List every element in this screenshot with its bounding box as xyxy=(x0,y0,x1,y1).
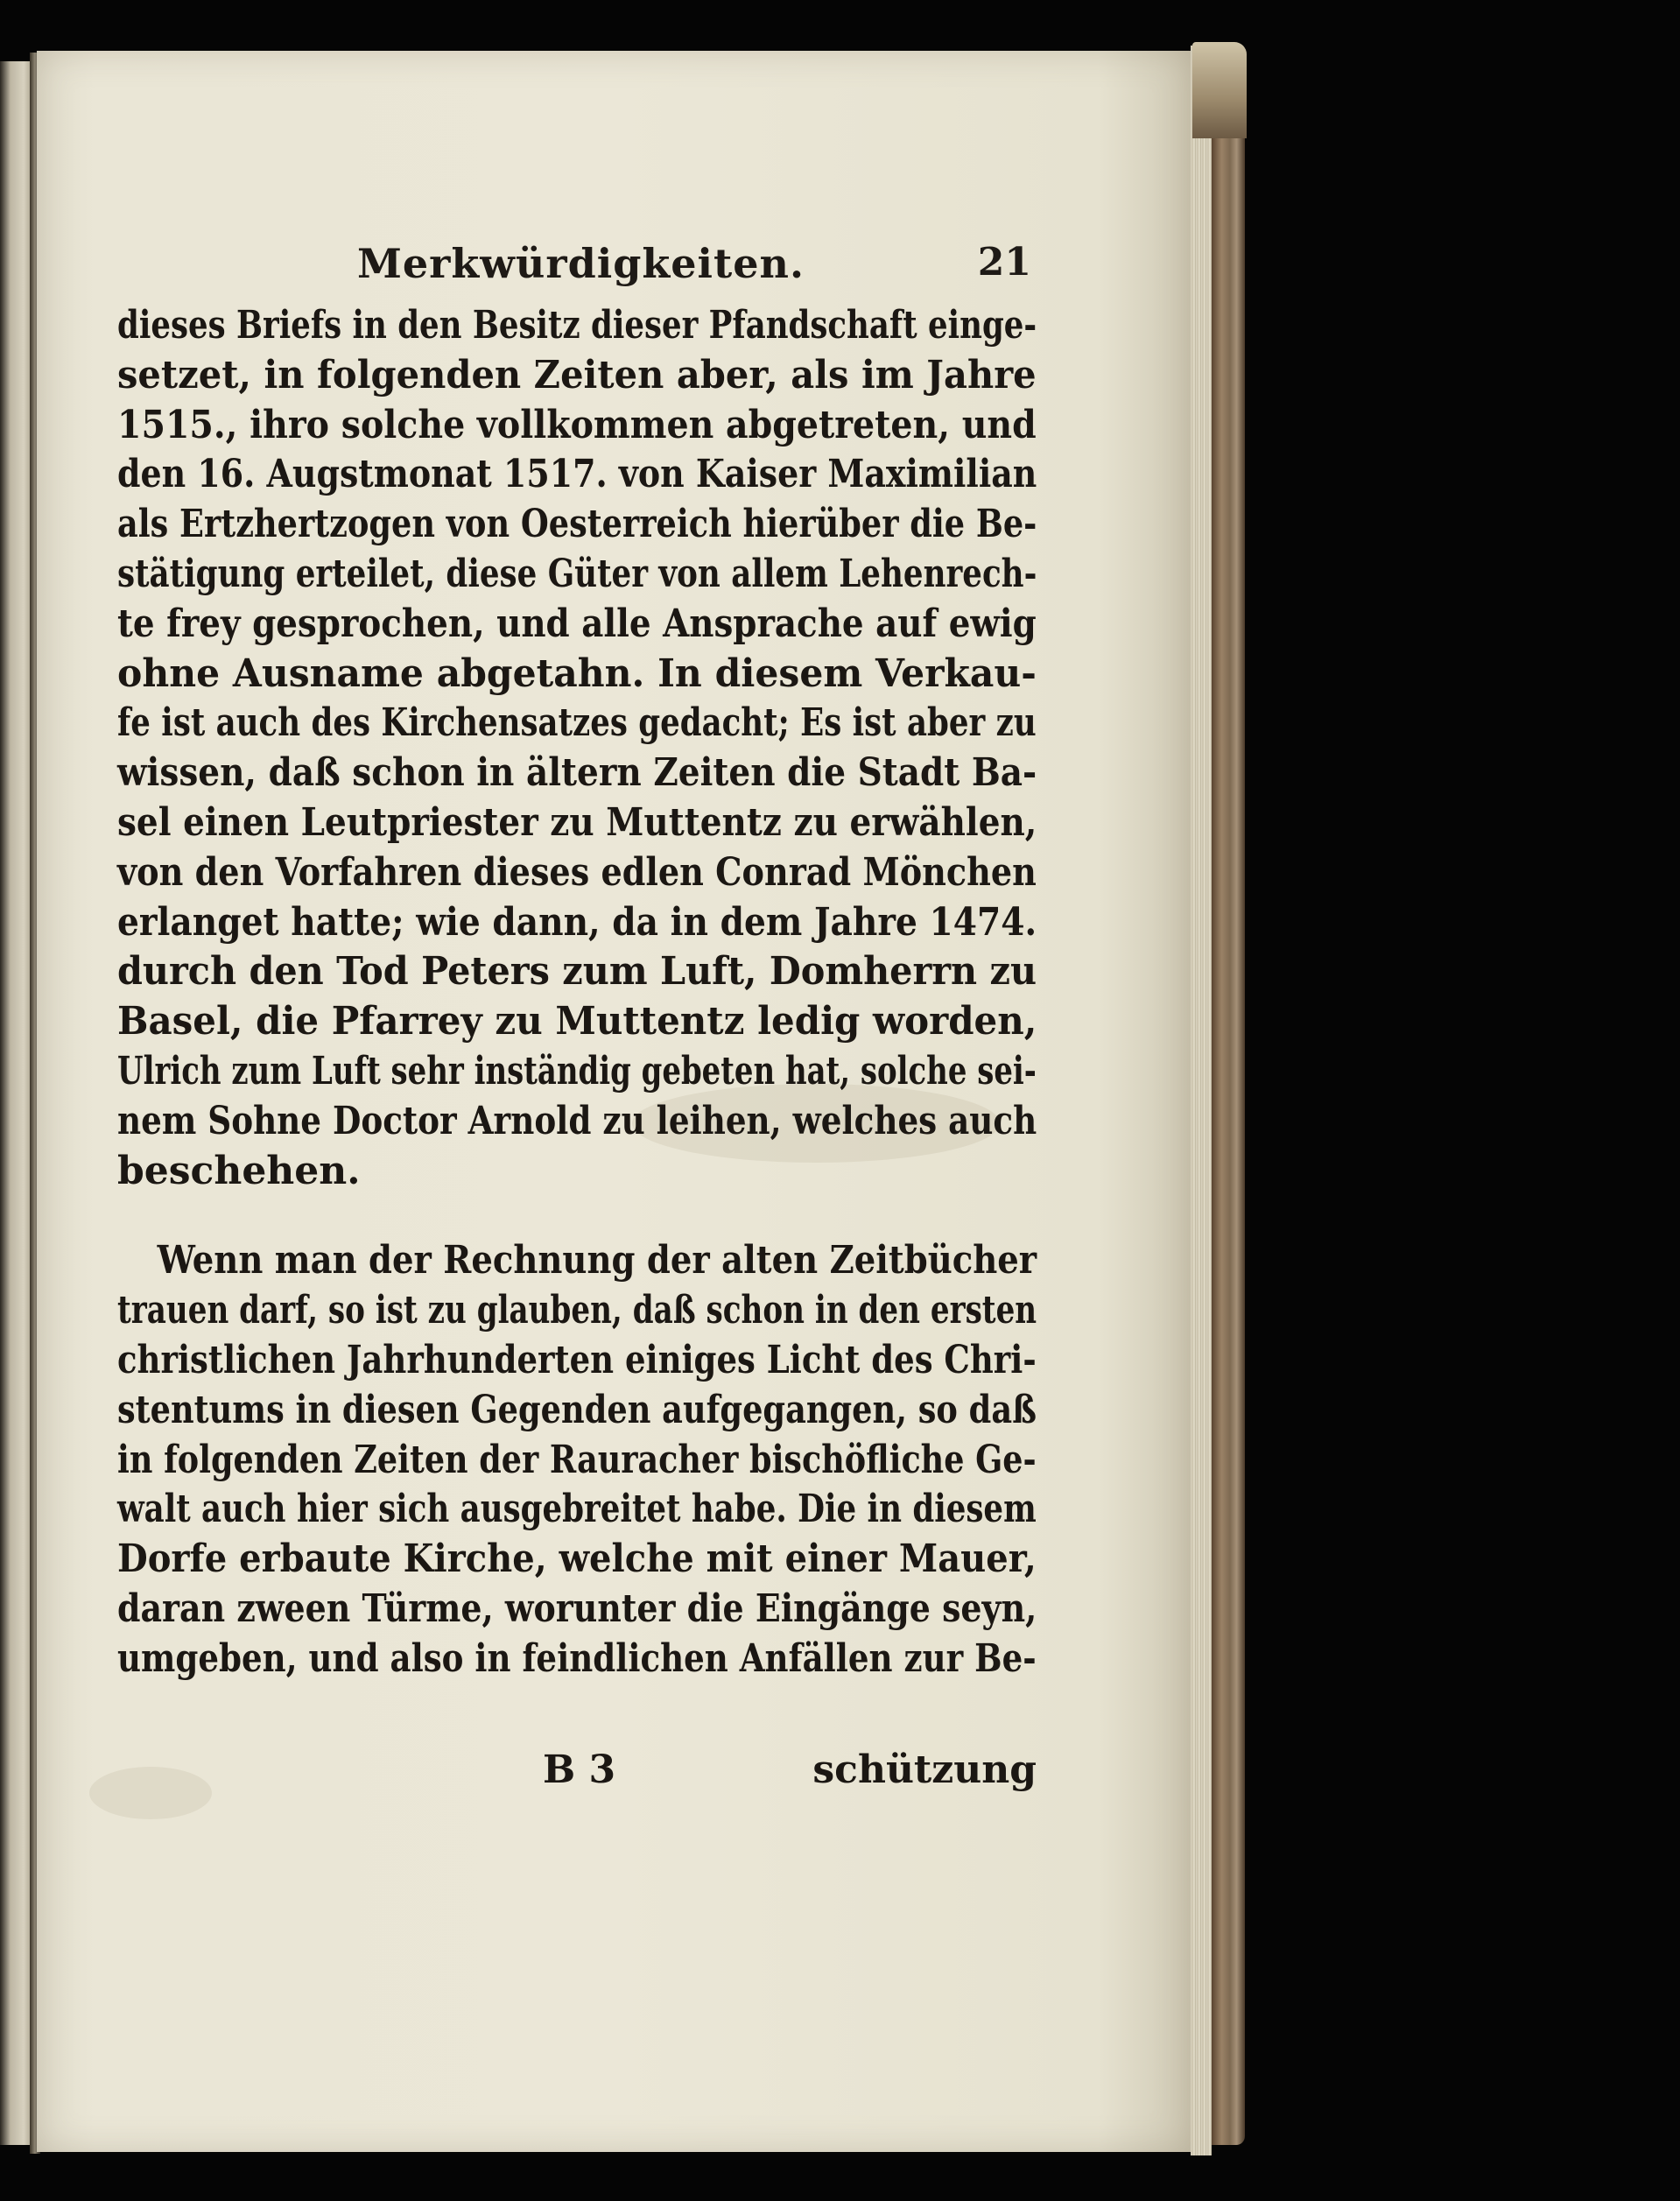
text-line: dieses Briefs in den Besitz dieser Pfandschaft einge- xyxy=(117,303,1037,348)
text-line: sel einen Leutpriester zu Muttentz zu erwählen, xyxy=(117,799,1037,845)
text-line: walt auch hier sich ausgebreitet habe. Die in diesem xyxy=(117,1487,1037,1532)
page-footer xyxy=(117,1747,1037,1800)
spine-headcap xyxy=(1192,42,1247,138)
text-line: Wenn man der Rechnung der alten Zeitbücher xyxy=(157,1238,1037,1283)
text-line: wissen, daß schon in ältern Zeiten die Stadt Ba- xyxy=(117,750,1037,796)
text-line: 1515., ihro solche vollkommen abgetreten, und xyxy=(117,402,1037,447)
text-line: stätigung erteilet, diese Güter von allem Lehenrech- xyxy=(117,551,1037,596)
text-line: te frey gesprochen, und alle Ansprache auf ewig xyxy=(117,601,1037,646)
text-line: als Ertzhertzogen von Oesterreich hierüber die Be- xyxy=(117,502,1037,547)
previous-page-edge xyxy=(0,61,30,2145)
text-line: trauen darf, so ist zu glauben, daß schon in den ersten xyxy=(117,1288,1037,1333)
text-line: christlichen Jahrhunderten einiges Licht des Chri- xyxy=(117,1337,1037,1382)
text-line: Ulrich zum Luft sehr inständig gebeten hat, solche sei- xyxy=(117,1048,1037,1093)
book-spine xyxy=(1212,53,1245,2145)
text-line: erlanget hatte; wie dann, da in dem Jahre 1474. xyxy=(117,899,1037,945)
text-line: umgeben, und also in feindlichen Anfällen zur Be- xyxy=(117,1635,1037,1681)
signature-mark: B 3 xyxy=(543,1747,616,1792)
text-line: in folgenden Zeiten der Rauracher bischöfliche Ge- xyxy=(117,1437,1037,1482)
page-edges xyxy=(1191,46,1212,2155)
text-line: Basel, die Pfarrey zu Muttentz ledig worden, xyxy=(117,999,1037,1044)
paragraph-1 xyxy=(117,301,1037,1196)
text-line: stentums in diesen Gegenden aufgegangen, so daß xyxy=(117,1387,1037,1432)
running-head-title: Merkwürdigkeiten. xyxy=(357,240,805,287)
text-line: setzet, in folgenden Zeiten aber, als im Jahre xyxy=(117,352,1037,397)
catchword: schützung xyxy=(812,1747,1037,1792)
text-line: Dorfe erbaute Kirche, welche mit einer Mauer, xyxy=(117,1536,1037,1582)
text-line: durch den Tod Peters zum Luft, Domherrn zu xyxy=(117,949,1037,995)
text-line: nem Sohne Doctor Arnold zu leihen, welches auch xyxy=(117,1098,1037,1143)
text-line: beschehen. xyxy=(117,1148,361,1193)
text-line: daran zween Türme, worunter die Eingänge seyn, xyxy=(117,1586,1037,1631)
text-line: fe ist auch des Kirchensatzes gedacht; Es ist aber zu xyxy=(117,700,1037,746)
text-line: von den Vorfahren dieses edlen Conrad Mönchen xyxy=(117,849,1037,895)
text-line: ohne Ausname abgetahn. In diesem Verkau- xyxy=(117,650,1037,696)
body-text xyxy=(117,301,1037,1684)
page-number: 21 xyxy=(977,240,1031,285)
running-head xyxy=(121,240,1031,292)
text-line: den 16. Augstmonat 1517. von Kaiser Maximilian xyxy=(117,452,1037,497)
paragraph-2 xyxy=(117,1236,1037,1684)
